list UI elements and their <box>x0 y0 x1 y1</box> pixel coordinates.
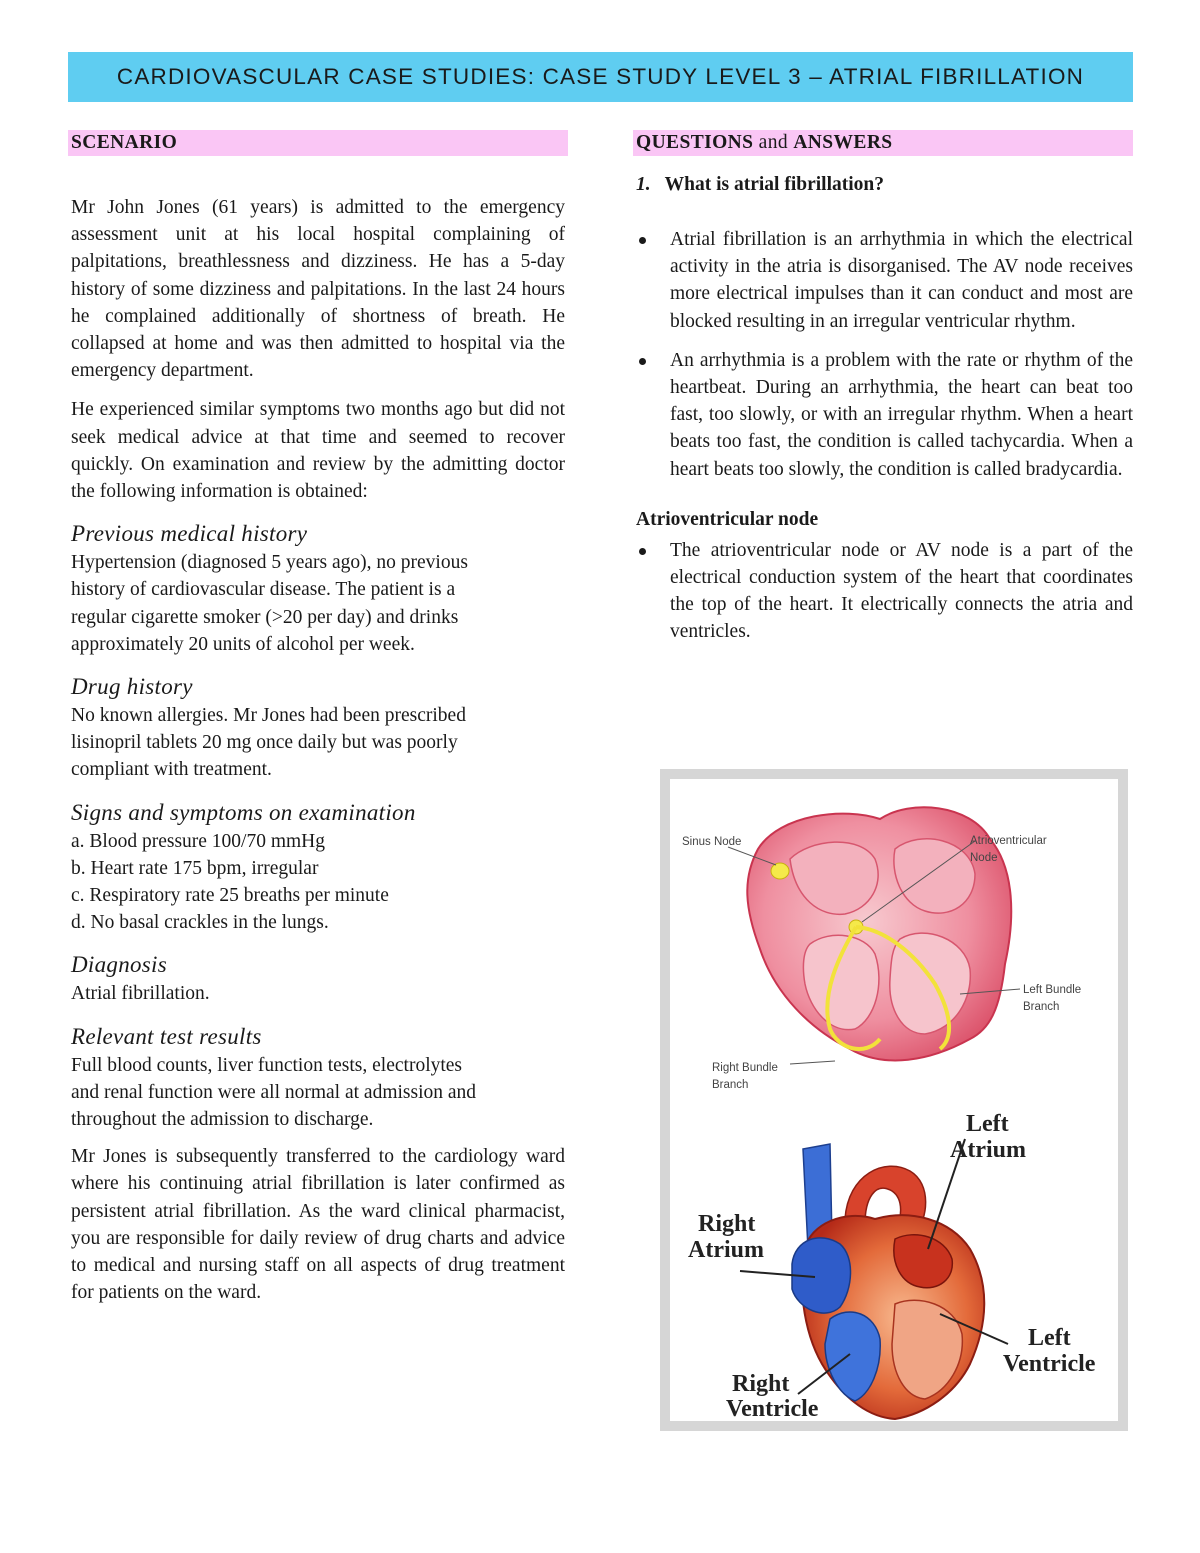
av-node-list <box>633 537 1133 646</box>
drug-history-text <box>71 702 565 784</box>
drug-history-line: No known allergies. Mr Jones had been prescribed <box>71 705 466 727</box>
left-bundle-label-line1: Left Bundle <box>1023 984 1082 996</box>
qa-heading-answers: ANSWERS <box>793 132 893 153</box>
answer-1-bullet <box>633 226 1133 335</box>
test-results-heading: Relevant test results <box>71 1023 262 1049</box>
pmh-text <box>71 549 565 658</box>
signs-heading: Signs and symptoms on examination <box>71 799 416 825</box>
right-bundle-label-line1: Right Bundle <box>712 1062 778 1074</box>
pmh-line: history of cardiovascular disease. The patient is a <box>71 579 456 601</box>
drug-history-line: lisinopril tablets 20 mg once daily but was poorly <box>71 732 458 754</box>
signs-item: a. Blood pressure 100/70 mmHg <box>71 830 326 852</box>
scenario-heading: SCENARIO <box>68 130 568 156</box>
pmh-line: regular cigarette smoker (>20 per day) and drinks <box>71 606 459 628</box>
question-1-number: 1. <box>636 174 651 195</box>
av-node-bullet <box>633 537 1133 646</box>
left-ventricle-label-line1: Left <box>1028 1325 1071 1351</box>
pmh-line: approximately 20 units of alcohol per week. <box>71 633 415 655</box>
right-atrium-label-line1: Right <box>698 1211 756 1237</box>
question-1-text: What is atrial fibrillation? <box>664 174 884 195</box>
bullet-icon <box>639 237 646 244</box>
test-results-line: Full blood counts, liver function tests, electrolytes <box>71 1054 463 1076</box>
conduction-heart-illustration <box>682 807 1081 1091</box>
title-banner <box>68 52 1133 102</box>
qa-heading-questions: QUESTIONS <box>636 132 754 153</box>
sinus-node-marker <box>771 863 789 879</box>
av-node-heading: Atrioventricular node <box>636 508 819 530</box>
answer-1-bullet-text: An arrhythmia is a problem with the rate or rhythm of the heartbeat. During an arrhythmia, the heart can beat too fast, too slowly, or with an irregular rhythm. When a heart beats too fast, the condition is called tachycardia. When a heart beats too slowly, the condition is called bradycardia. <box>670 349 1133 480</box>
drug-history-heading: Drug history <box>71 674 193 700</box>
answer-1-bullet <box>633 347 1133 483</box>
av-node-label-line2: Node <box>970 852 998 864</box>
pmh-line: Hypertension (diagnosed 5 years ago), no previous <box>71 552 468 574</box>
right-bundle-pointer <box>790 1061 835 1064</box>
scenario-intro-paragraph-1: Mr John Jones (61 years) is admitted to the emergency assessment unit at his local hospital complaining of palpitations, breathlessness and dizziness. He has a 5-day history of some dizziness and palpitations. In the last 24 hours he complained additionally of shortness of breath. He collapsed at home and was then admitted to hospital via the emergency department. <box>71 197 565 382</box>
left-bundle-label-line2: Branch <box>1023 1001 1060 1013</box>
page-title: CARDIOVASCULAR CASE STUDIES: CASE STUDY LEVEL 3 – ATRIAL FIBRILLATION <box>116 64 1085 89</box>
right-ventricle-label-line1: Right <box>732 1371 790 1397</box>
scenario-closing-paragraph: Mr Jones is subsequently transferred to the cardiology ward where his continuing atrial fibrillation is later confirmed as persistent atrial fibrillation. As the ward clinical pharmacist, you are responsible for daily review of drug charts and advice to medical and nursing staff on all aspects of drug treatment for patients on the ward. <box>71 1146 565 1304</box>
test-results-line: throughout the admission to discharge. <box>71 1109 374 1131</box>
signs-list <box>71 828 565 937</box>
signs-item: c. Respiratory rate 25 breaths per minute <box>71 885 389 907</box>
bullet-icon <box>639 358 646 365</box>
right-ventricle-label-line2: Ventricle <box>726 1396 819 1421</box>
qa-column <box>633 130 1133 658</box>
answer-1-list <box>633 226 1133 483</box>
left-ventricle-label-line2: Ventricle <box>1003 1351 1096 1377</box>
left-atrium-label-line2: Atrium <box>950 1137 1026 1163</box>
diagnosis-heading: Diagnosis <box>71 952 167 978</box>
answer-1-bullet-text: Atrial fibrillation is an arrhythmia in which the electrical activity in the atria is disorganised. The AV node receives more electrical impulses than it can conduct and most are blocked resulting in an irregular ventricular rhythm. <box>670 229 1133 332</box>
question-1 <box>636 174 1133 196</box>
sinus-node-label: Sinus Node <box>682 836 742 848</box>
signs-item: b. Heart rate 175 bpm, irregular <box>71 857 319 879</box>
scenario-intro-paragraph-2: He experienced similar symptoms two months ago but did not seek medical advice at that time and seemed to recover quickly. On examination and review by the admitting doctor the following information is obtained: <box>71 399 565 503</box>
scenario-column <box>68 130 568 1319</box>
drug-history-line: compliant with treatment. <box>71 759 272 781</box>
heart-figure-panel <box>670 779 1118 1421</box>
av-node-label-line1: Atrioventricular <box>970 835 1047 847</box>
qa-heading-and: and <box>753 132 794 153</box>
av-node-bullet-text: The atrioventricular node or AV node is a part of the electrical conduction system of the heart that coordinates the top of the heart. It electrically connects the atria and ventricles. <box>670 539 1133 643</box>
test-results-line: and renal function were all normal at admission and <box>71 1081 477 1103</box>
heart-figure <box>660 769 1128 1431</box>
heart-figure-svg <box>670 779 1118 1421</box>
diagnosis-text <box>71 980 565 1007</box>
test-results-text <box>71 1052 565 1134</box>
anatomy-heart-illustration <box>688 1111 1096 1421</box>
signs-item: d. No basal crackles in the lungs. <box>71 912 329 934</box>
left-atrium-label-line1: Left <box>966 1111 1009 1137</box>
right-atrium-label-line2: Atrium <box>688 1237 764 1263</box>
bullet-icon <box>639 548 646 555</box>
right-bundle-label-line2: Branch <box>712 1079 749 1091</box>
qa-heading <box>633 130 1133 156</box>
pmh-heading: Previous medical history <box>71 521 308 547</box>
diagnosis-value: Atrial fibrillation. <box>71 983 210 1005</box>
